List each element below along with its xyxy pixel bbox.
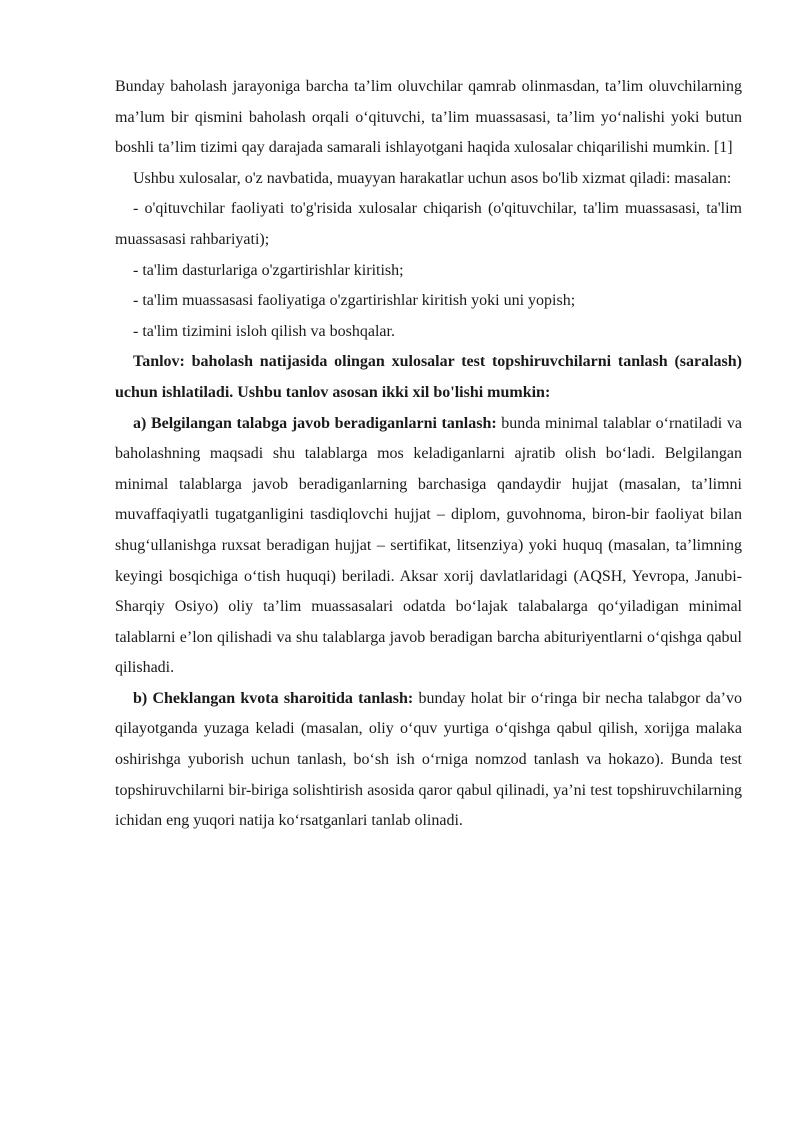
intro-paragraph: Bunday baholash jarayoniga barcha ta’lim oluvchilar qamrab olinmasdan, ta’lim oluvchilarning ma’lum bir qismini baholash orqali o‘qituvchi, ta’lim muassasasi, ta’lim yo‘nalishi yoki butun boshli ta’lim tizimi qay darajada samarali ishlayotgani haqida xulosalar chiqarilishi mumkin. [1]	[115, 78, 742, 157]
conclusions-paragraph: Ushbu xulosalar, o'z navbatida, muayyan harakatlar uchun asos bo'lib xizmat qiladi: masalan:	[133, 169, 732, 187]
requirement-selection-text: bunda minimal talablar o‘rnatiladi va baholashning maqsadi shu talablarga mos keladiganlarni ajratib olish bo‘ladi. Belgilangan minimal talablarga javob beradiganlarning barchasiga qandaydir hujjat (masalan, ta’limni muvaffaqiyatli tugatganligini tasdiqlovchi hujjat – diplom, guvohnoma, biron-bir faoliyat bilan shug‘ullanishga ruxsat beradigan hujjat – sertifikat, litsenziya) yoki huquq (masalan, ta’limning keyingi bosqichiga o‘tish huquqi) beriladi. Aksar xorij davlatlaridagi (AQSH, Yevropa, Janubi-Sharqiy Osiyo) oliy ta’lim muassasalari odatda bo‘lajak talabalarga qo‘yiladigan minimal talablarni e’lon qilishadi va shu talablarga javob beradigan barcha abituriyentlarni o‘qishga qabul qilishadi.	[115, 414, 742, 677]
document-page	[115, 72, 742, 837]
quota-selection-heading: b) Cheklangan kvota sharoitida tanlash:	[133, 689, 414, 707]
quota-selection-paragraph	[115, 684, 742, 837]
selection-heading-paragraph	[115, 347, 742, 408]
requirement-selection-heading: a) Belgilangan talabga javob beradiganlarni tanlash:	[133, 414, 497, 432]
list-item: - o'qituvchilar faoliyati to'g'risida xulosalar chiqarish (o'qituvchilar, ta'lim muassasasi, ta'lim muassasasi rahbariyati);	[115, 200, 742, 248]
list-item: - ta'lim tizimini isloh qilish va boshqalar.	[133, 322, 395, 340]
quota-selection-text: bunday holat bir o‘ringa bir necha talabgor da’vo qilayotganda yuzaga keladi (masalan, oliy o‘quv yurtiga o‘qishga qabul qilish, xorijga malaka oshirishga yuborish uchun tanlash, bo‘sh ish o‘rniga nomzod tanlash va hokazo). Bunda test topshiruvchilarni bir-biriga solishtirish asosida qaror qabul qilinadi, ya’ni test topshiruvchilarning ichidan eng yuqori natija ko‘rsatganlari tanlab olinadi.	[115, 689, 742, 830]
requirement-selection-paragraph	[115, 409, 742, 684]
list-item: - ta'lim muassasasi faoliyatiga o'zgartirishlar kiritish yoki uni yopish;	[133, 292, 576, 310]
selection-heading: Tanlov: baholash natijasida olingan xulosalar test topshiruvchilarni tanlash (saralash) uchun ishlatiladi. Ushbu tanlov asosan ikki xil bo'lishi mumkin:	[115, 353, 742, 401]
list-item: - ta'lim dasturlariga o'zgartirishlar kiritish;	[133, 261, 404, 279]
